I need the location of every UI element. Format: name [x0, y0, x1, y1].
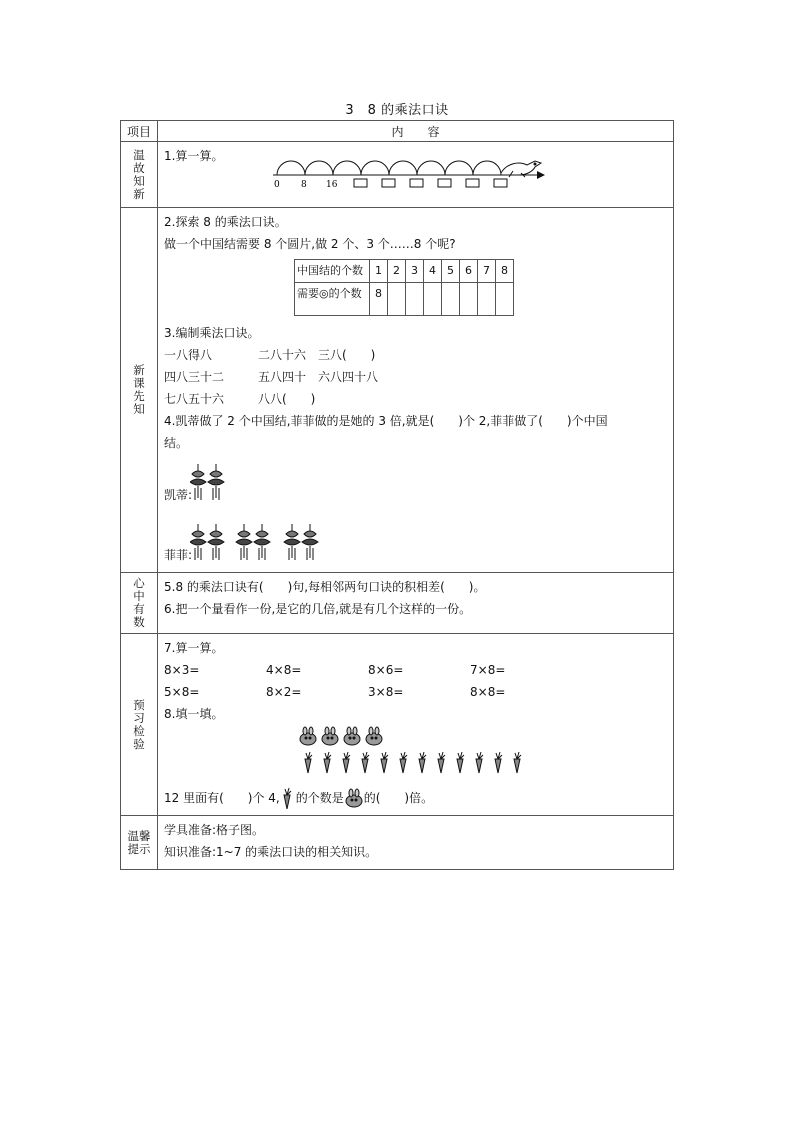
section-key-points: [121, 573, 674, 634]
calc-row: [164, 659, 673, 681]
table-cell: 8: [370, 283, 388, 316]
rhyme: 二八十六: [258, 348, 307, 362]
table-header-row: [121, 121, 674, 142]
calc-item: 8×2=: [266, 685, 302, 699]
section-new-lesson: [121, 208, 674, 573]
question-4-line2: 结。: [164, 436, 189, 450]
tick-label: 16: [326, 180, 338, 189]
table-cell: 7: [478, 260, 496, 283]
section-content: [158, 208, 674, 573]
rhyme-row: [164, 344, 673, 366]
question-2-text: 做一个中国结需要 8 个圆片,做 2 个、3 个……8 个呢?: [164, 237, 456, 251]
lesson-table: [120, 120, 674, 870]
header-content: 内 容: [158, 121, 674, 142]
section-review: [121, 142, 674, 208]
number-line-figure: [269, 155, 569, 189]
question-5: 5.8 的乘法口诀有( )句,每相邻两句口诀的积相差( )。: [164, 580, 486, 594]
table-cell: 6: [460, 260, 478, 283]
page-title: 3 8 的乘法口诀: [345, 103, 449, 118]
knot-table: [294, 259, 514, 316]
rhyme: 一八得八: [164, 348, 213, 362]
feifei-label: 菲菲:: [164, 548, 193, 562]
table-cell: 5: [442, 260, 460, 283]
table-cell[interactable]: [496, 283, 514, 316]
calc-item: 8×8=: [470, 685, 506, 699]
table-cell[interactable]: [460, 283, 478, 316]
answer-boxes: [354, 179, 507, 187]
table-cell: 中国结的个数: [295, 260, 370, 283]
note-6: 6.把一个量看作一份,是它的几倍,就是有几个这样的一份。: [164, 602, 472, 616]
tip-knowledge: 知识准备:1~7 的乘法口诀的相关知识。: [164, 845, 378, 859]
question-3-title: 3.编制乘法口诀。: [164, 326, 260, 340]
header-item: 项目: [121, 121, 158, 142]
section-label: 温馨提示: [121, 816, 158, 870]
question-2-title: 2.探索 8 的乘法口诀。: [164, 215, 287, 229]
rhyme: 八八( ): [258, 392, 316, 406]
jump-arcs: [277, 161, 501, 175]
carrot-icon: [280, 787, 296, 809]
table-row: [295, 283, 514, 316]
rhyme: 五八四十: [258, 370, 307, 384]
rhyme: 六八四十八: [318, 370, 379, 384]
q8-part-c: 的( )倍。: [363, 791, 434, 805]
section-label: 新课先知: [121, 208, 158, 573]
section-label: 预习检验: [121, 634, 158, 816]
table-cell[interactable]: [442, 283, 460, 316]
calc-row: [164, 681, 673, 703]
question-1: 1.算一算。: [164, 149, 224, 163]
section-preview-check: [121, 634, 674, 816]
table-cell: 需要◎的个数: [295, 283, 370, 316]
table-cell[interactable]: [424, 283, 442, 316]
rhyme-row: [164, 366, 673, 388]
section-content: [158, 816, 674, 870]
chinese-knot-icon-group: [190, 524, 340, 566]
calc-item: 8×6=: [368, 663, 404, 677]
section-content: [158, 142, 674, 208]
feifei-knots-row: [164, 520, 673, 566]
rhyme-row: [164, 388, 673, 410]
calc-item: 3×8=: [368, 685, 404, 699]
tick-label: 0: [274, 180, 280, 189]
rabbit-icon: [344, 788, 364, 808]
tick-label: 8: [301, 180, 307, 189]
table-cell: 1: [370, 260, 388, 283]
rabbits-carrots-figure: [299, 725, 539, 777]
q8-part-a: 12 里面有( )个 4,: [164, 791, 280, 805]
kaidi-label: 凯蒂:: [164, 488, 193, 502]
section-label: 心中有数: [121, 573, 158, 634]
calc-item: 8×3=: [164, 663, 200, 677]
table-cell: 8: [496, 260, 514, 283]
question-7-title: 7.算一算。: [164, 641, 224, 655]
table-cell: 4: [424, 260, 442, 283]
table-cell[interactable]: [406, 283, 424, 316]
rabbit-icon: [344, 727, 360, 745]
table-cell[interactable]: [388, 283, 406, 316]
question-8-title: 8.填一填。: [164, 707, 224, 721]
tip-materials: 学具准备:格子图。: [164, 823, 265, 837]
rhyme: 四八三十二: [164, 370, 225, 384]
calc-item: 7×8=: [470, 663, 506, 677]
table-cell: 3: [406, 260, 424, 283]
question-4-line1: 4.凯蒂做了 2 个中国结,菲菲做的是她的 3 倍,就是( )个 2,菲菲做了( )个中国: [164, 414, 608, 428]
question-8-text: [164, 787, 673, 809]
calc-item: 5×8=: [164, 685, 200, 699]
rhyme: 三八( ): [318, 348, 376, 362]
rabbit-icon: [322, 727, 338, 745]
rhyme: 七八五十六: [164, 392, 225, 406]
q8-part-b: 的个数是: [295, 791, 344, 805]
section-content: [158, 573, 674, 634]
table-row: [295, 260, 514, 283]
rabbit-icon: [300, 727, 316, 745]
section-label: 温故知新: [121, 142, 158, 208]
table-cell[interactable]: [478, 283, 496, 316]
section-tips: [121, 816, 674, 870]
chinese-knot-icon-group: [190, 464, 230, 506]
calc-item: 4×8=: [266, 663, 302, 677]
carrot-icon: [305, 752, 521, 773]
section-content: [158, 634, 674, 816]
kaidi-knots-row: [164, 460, 673, 506]
table-cell: 2: [388, 260, 406, 283]
rabbit-icon: [366, 727, 382, 745]
